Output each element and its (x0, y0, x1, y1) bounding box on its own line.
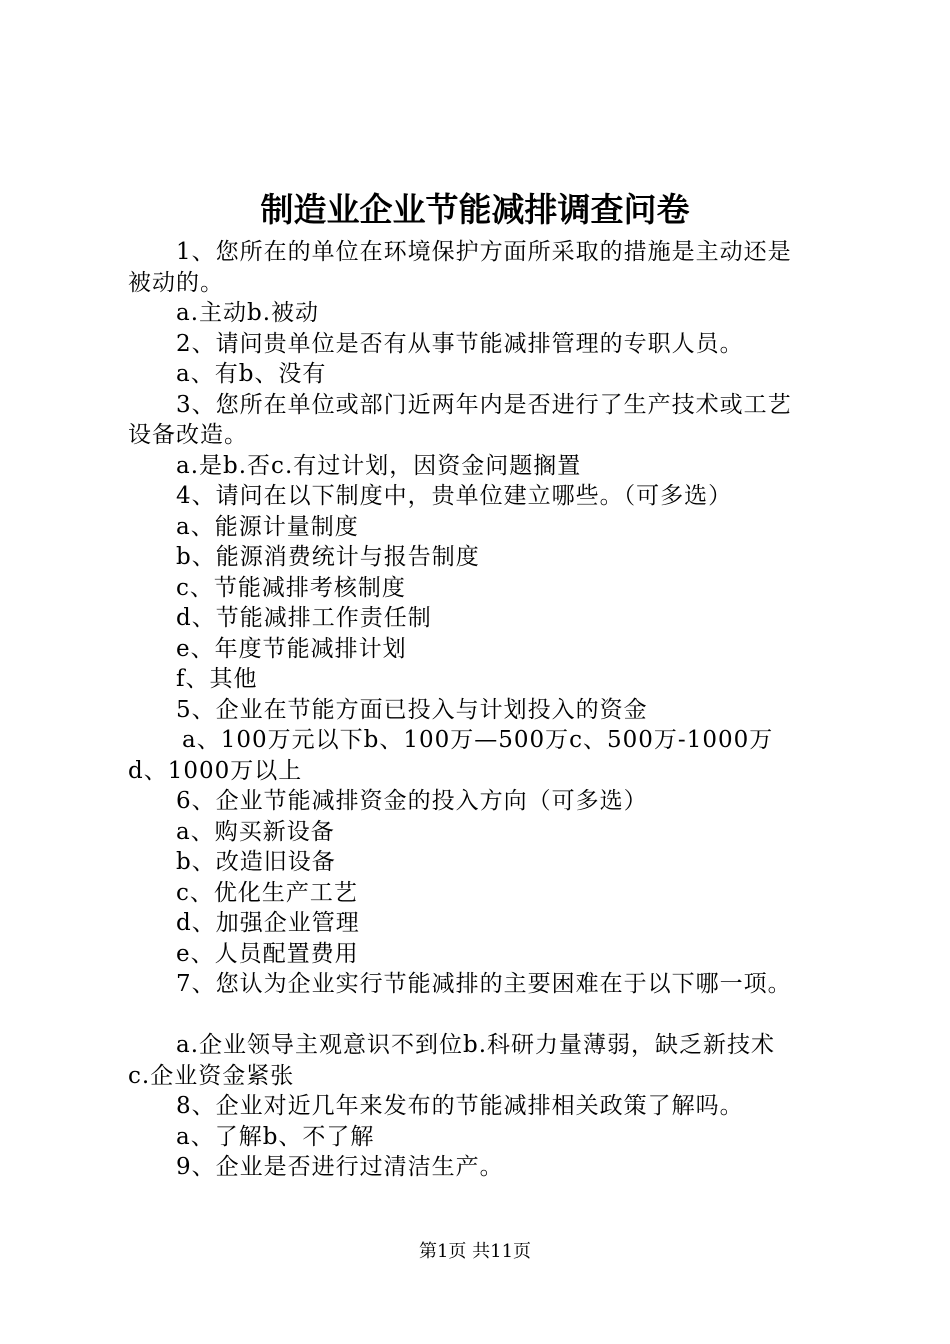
question-7-options-line-2: c.企业资金紧张 (128, 1062, 295, 1089)
question-4-option-e: e、年度节能减排计划 (176, 635, 407, 662)
question-4-option-a: a、能源计量制度 (176, 513, 359, 540)
question-5-options-line-1: a、100万元以下b、100万—500万c、500万-1000万 (182, 727, 774, 753)
page-footer: 第1页 共11页 (418, 1241, 532, 1262)
question-6-option-c: c、优化生产工艺 (176, 879, 358, 906)
question-9: 9、企业是否进行过清洁生产。 (176, 1154, 504, 1180)
question-8: 8、企业对近几年来发布的节能减排相关政策了解吗。 (176, 1093, 744, 1119)
question-8-options: a、了解b、不了解 (176, 1123, 375, 1150)
question-5: 5、企业在节能方面已投入与计划投入的资金 (176, 696, 648, 723)
question-4-option-c: c、节能减排考核制度 (176, 574, 406, 601)
question-4-option-f: f、其他 (176, 666, 258, 692)
document-body (128, 237, 833, 1183)
question-4-option-b: b、能源消费统计与报告制度 (176, 544, 480, 570)
question-2: 2、请问贵单位是否有从事节能减排管理的专职人员。 (176, 330, 744, 357)
question-4-option-d: d、节能减排工作责任制 (176, 605, 432, 631)
question-6-option-d: d、加强企业管理 (176, 910, 360, 936)
question-3-line-1: 3、您所在单位或部门近两年内是否进行了生产技术或工艺 (176, 391, 792, 418)
question-7: 7、您认为企业实行节能减排的主要困难在于以下哪一项。 (176, 971, 792, 997)
question-6-option-b: b、改造旧设备 (176, 849, 336, 875)
question-5-options-line-2: d、1000万以上 (128, 757, 303, 784)
question-6: 6、企业节能减排资金的投入方向（可多选） (176, 788, 648, 814)
question-6-option-e: e、人员配置费用 (176, 940, 359, 967)
blank-line (128, 1000, 833, 1031)
question-2-options: a、有b、没有 (176, 361, 327, 387)
question-7-options-line-1: a.企业领导主观意识不到位b.科研力量薄弱，缺乏新技术 (176, 1032, 776, 1058)
question-6-option-a: a、购买新设备 (176, 818, 335, 845)
document-title: 制造业企业节能减排调查问卷 (260, 190, 690, 229)
question-3-options: a.是b.否c.有过计划，因资金问题搁置 (176, 452, 582, 479)
question-3-line-2: 设备改造。 (128, 422, 248, 448)
question-1-line-1: 1、您所在的单位在环境保护方面所采取的措施是主动还是 (176, 239, 792, 265)
question-1-line-2: 被动的。 (128, 269, 224, 296)
question-4: 4、请问在以下制度中，贵单位建立哪些。（可多选） (176, 483, 733, 509)
question-1-options: a.主动b.被动 (176, 300, 320, 326)
